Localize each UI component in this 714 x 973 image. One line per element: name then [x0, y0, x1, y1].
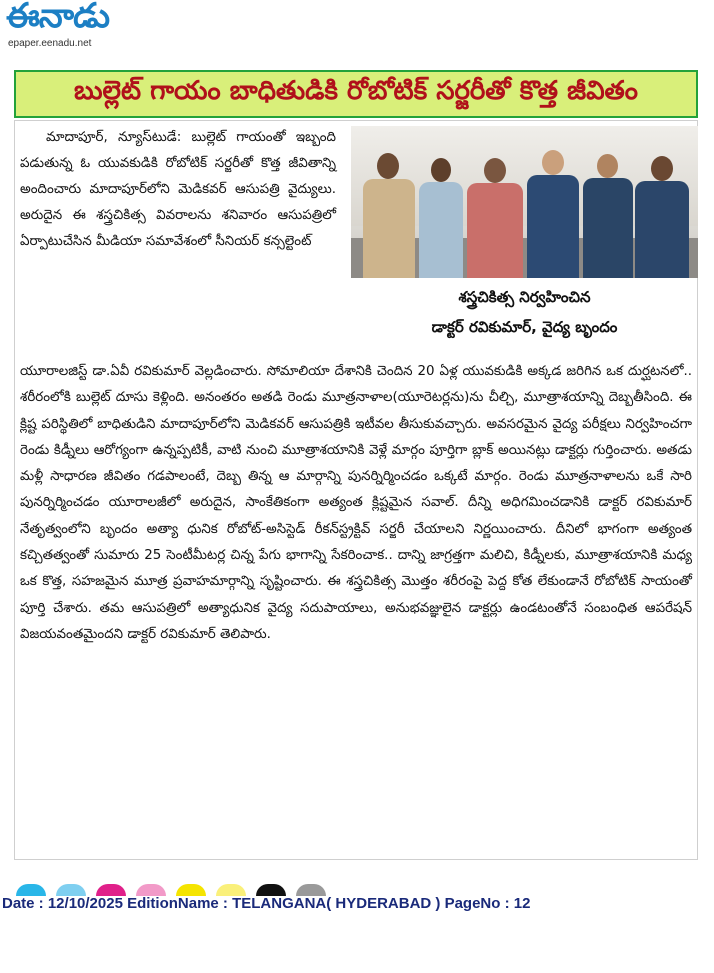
epaper-url: epaper.eenadu.net	[8, 38, 92, 49]
photo-caption	[351, 282, 698, 346]
person-figure	[583, 154, 633, 278]
team-photo	[351, 126, 698, 278]
caption-line-2: డాక్టర్ రవికుమార్, వైద్య బృందం	[431, 318, 618, 336]
article-intro-column	[20, 125, 336, 255]
eenadu-logo: ఈనాడు	[6, 0, 110, 36]
newspaper-masthead	[4, 0, 204, 54]
article-headline: బుల్లెట్ గాయం బాధితుడికి రోబోటిక్ సర్జరీతో కొత్త జీవితం	[74, 76, 638, 106]
caption-line-1: శస్త్రచికిత్స నిర్వహించిన	[458, 288, 591, 306]
person-figure	[419, 158, 463, 278]
article-body-text: యూరాలజిస్ట్ డా.ఏవీ రవికుమార్ వెల్లడించారు. సోమాలియా దేశానికి చెందిన 20 ఏళ్ల యువకుడికి అక్కడ జరిగిన ఒక దుర్ఘటనలో.. శరీరంలోకి బుల్లెట్ దూసు కెళ్లింది. అనంతరం అతడి రెండు మూత్రనాళాల(యూరెటర్లను)ను చీల్చి, మూత్రాశయాన్ని దెబ్బతీసింది. ఈ క్లిష్ట పరిస్థితిలో బాధితుడిని మాదాపూర్‌లోని మెడికవర్ ఆసుపత్రికి ఇటీవల తీసుకువచ్చారు. అవసరమైన వైద్య పరీక్షలు నిర్వహించగా రెండు కిడ్నీలు ఆరోగ్యంగా ఉన్నప్పటికీ, వాటి నుంచి మూత్రాశయానికి వెళ్లే మార్గం పూర్తిగా బ్లాక్ అయినట్లు డాక్టర్లు గుర్తించారు. అతడు మళ్లీ సాధారణ జీవితం గడపాలంటే, దెబ్బ తిన్న ఆ మార్గాన్ని పునర్నిర్మించడం ఒక్కటే మార్గం. రెండు మూత్రనాళాలను ఒకే సారి పునర్నిర్మించడం యూరాలజీలో అరుదైన, సాంకేతికంగా అత్యంత క్లిష్టమైన సవాల్. దీన్ని అధిగమించడానికి డాక్టర్ రవికుమార్ నేతృత్వంలోని బృందం అత్యా ధునిక రోబోట్-అసిస్టెడ్ రీకన్‌స్ట్రక్టివ్ సర్జరీ చేయాలని నిర్ణయించారు. దీనిలో భాగంగా అత్యంత కచ్చితత్వంతో సుమారు 25 సెంటీమీటర్ల చిన్న పేగు భాగాన్ని సేకరించాక.. దాన్ని జాగ్రత్తగా మలిచి, కిడ్నీలకు, మూత్రాశయానికి మధ్య ఒక కొత్త, సహజమైన మూత్ర ప్రవాహమార్గాన్ని సృష్టించారు. ఈ శస్త్రచికిత్స మొత్తం శరీరంపై పెద్ద కోత లేకుండానే రోబోటిక్ సాయంతో పూర్తి చేశారు. తమ ఆసుపత్రిలో అత్యాధునిక వైద్య సదుపాయాలు, అనుభవజ్ఞులైన డాక్టర్లు ఉండటంతోనే సంబంధిత ఆపరేషన్ విజయవంతమైందని డాక్టర్ రవికుమార్ తెలిపారు.	[20, 364, 692, 642]
article-body-column	[20, 359, 692, 648]
person-figure	[635, 156, 689, 278]
article-intro-text: మాదాపూర్, న్యూస్‌టుడే: బుల్లెట్ గాయంతో ఇబ్బంది పడుతున్న ఓ యువకుడికి రోబోటిక్ సర్జరీతో కొత్త జీవితాన్ని అందించారు మాదాపూర్‌లోని మెడికవర్ ఆసుపత్రి వైద్యులు. అరుదైన ఈ శస్త్రచికిత్స వివరాలను శనివారం ఆసుపత్రిలో ఏర్పాటుచేసిన మీడియా సమావేశంలో సీనియర్ కన్సల్టెంట్	[20, 130, 336, 249]
edition-footer: Date : 12/10/2025 EditionName : TELANGANA( HYDERABAD ) PageNo : 12	[2, 895, 531, 912]
person-figure	[527, 150, 579, 278]
headline-banner	[14, 70, 698, 118]
person-figure	[363, 153, 415, 278]
person-figure	[467, 158, 523, 278]
